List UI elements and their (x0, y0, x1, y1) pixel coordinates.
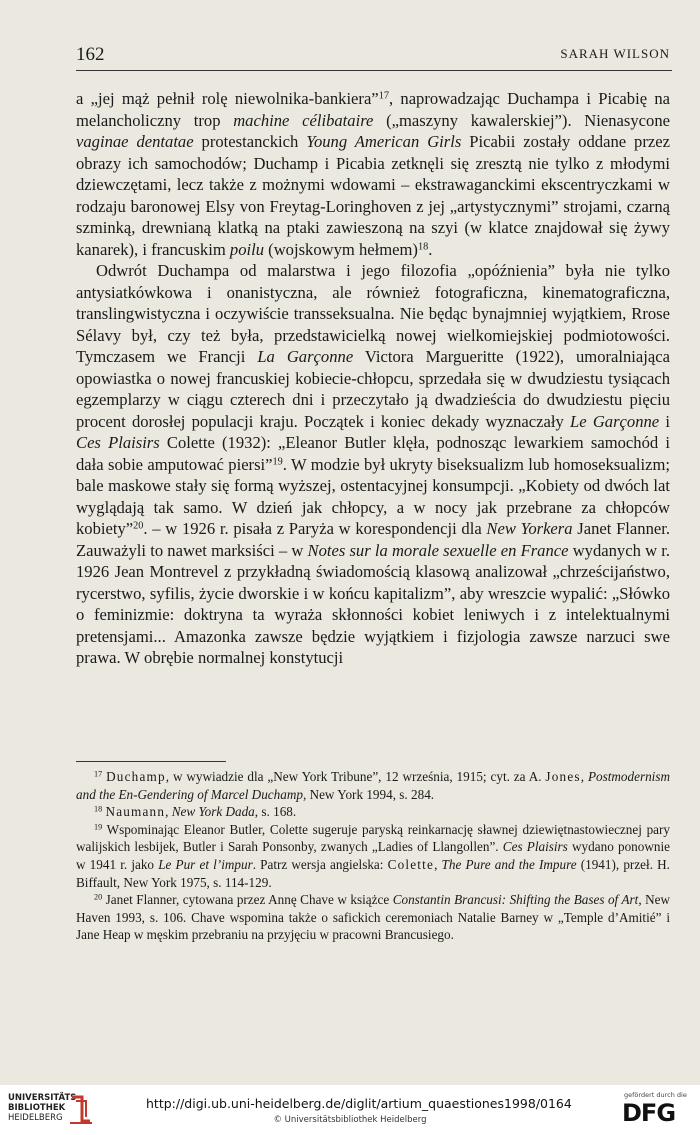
text-run: („maszyny kawalerskiej”). Nienasycone (373, 110, 670, 130)
text-italic: Ces Plaisirs (76, 433, 160, 452)
dfg-logo: DFG (622, 1099, 676, 1127)
paragraph-2 (76, 260, 670, 669)
footnote-ref: 18 (417, 240, 429, 252)
text-run: Janet Flanner, cytowana przez Annę Chave w książce (105, 892, 393, 908)
text-run: Odwrót Duchampa od malarstwa i jego filozofia „opóźnienia” była nie tylko antysiatkówkowa i onanistyczna, ale również fotograficzna, kinematograficzna, translingwistyczna i oczywiście transseksualna. Nie będąc bynajmniej wyjątkiem, Rrose Sélavy był, czy też była, przedstawicielką nowej wielkomiejskiej podmiotowości. Tymczasem we Francji (76, 261, 670, 366)
text-run: i (659, 411, 671, 431)
footnote-number: 17 (94, 769, 103, 779)
library-name-line: UNIVERSITÄTS- (8, 1093, 80, 1103)
author-name: Naumann (105, 804, 166, 820)
text-run: , (165, 804, 172, 820)
footnote-ref: 19 (272, 455, 283, 467)
text-italic: Notes sur la morale sexuelle en France (307, 540, 569, 560)
text-run: . (428, 239, 433, 259)
text-run: . Patrz wersja angielska: (252, 856, 388, 872)
footnote-17 (76, 768, 670, 803)
text-run: wydano ponownie w 1941 r. jako (76, 839, 670, 872)
text-italic: machine célibataire (233, 110, 374, 130)
text-italic: New Yorkera (486, 519, 573, 538)
digitization-footer (0, 1085, 700, 1135)
text-run: Picabii zostały oddane przez obrazy ich samochodów; Duchamp i Picabia zetknęli się zresztą nie tylko z młodymi dziewczętami, lecz także z możnymi wdowami – ekstrawaganckimi ekscentryczkami w rodzaju baronowej Elsy von Freytag-Loringhoven z jej „artystycznymi” strojami, czarną szminką, drewnianą klatką na ptaki zawieszoną na szyi (w klatce znajdował się żywy kanarek), i francuskim (76, 132, 670, 259)
page-number: 162 (76, 44, 105, 65)
text-italic: Young American Girls (306, 132, 462, 151)
footnote-number: 20 (94, 892, 103, 902)
text-run: a „jej mąż pełnił rolę niewolnika-bankiera” (76, 89, 379, 108)
text-run: , (434, 856, 442, 872)
text-run: , w wywiadzie dla „New York Tribune”, 12 września, 1915; cyt. za A. (165, 769, 546, 784)
running-head-author: SARAH WILSON (560, 46, 670, 61)
text-italic: La Garçonne (257, 347, 354, 366)
author-name: Jones (545, 769, 581, 784)
author-name: Colette (387, 856, 435, 872)
footnote-number: 19 (94, 822, 103, 832)
text-run: , (580, 769, 588, 784)
text-run: . – w 1926 r. pisała z Paryża w korespondencji dla (143, 519, 487, 538)
footnote-19 (76, 821, 670, 891)
library-name-line: BIBLIOTHEK (8, 1103, 66, 1113)
footnote-ref: 20 (133, 520, 144, 532)
text-run: . W modzie był ukryty biseksualizm lub homoseksualizm; bale maskowe stały się formą wyższej, ostentacyjnej konsumpcji. „Kobiety od dwóch lat wyglądają tak samo. W dzień jak chłopcy, a w nocy jak przebrane za chłopców kobiety” (76, 454, 670, 538)
author-name: Duchamp (106, 769, 166, 784)
text-italic: Postmodernism and the En-Gendering of Marcel Duchamp (76, 769, 670, 802)
text-run: protestanckich (193, 132, 307, 151)
footnote-ref: 17 (378, 90, 389, 102)
footnote-rule (76, 761, 226, 762)
text-run: wydanych w r. 1926 Jean Montrevel z przykładną świadomością klasową analizował „chrześcijaństwo, rycerstwo, syfilis, życie dworskie i w końcu kapitalizm”, aby wreszcie wypalić: „Słówko o feminizmie: doktryna ta wyraża skłonności kobiet leniwych i z intelektualnymi pretensjami... Amazonka zawsze będzie wyjątkiem i fizjologia zawsze narzuci swe prawa. W obrębie normalnej konstytucji (76, 540, 670, 667)
text-run: , New Haven 1993, s. 106. Chave wspomina także o safickich ceremoniach Natalie Barney w „Temple d’Amitié” i Jane Heap w męskim przebraniu na przyjęciu w pracowni Brancusiego. (76, 892, 671, 943)
footnote-number: 18 (94, 804, 103, 814)
text-italic: New York Dada (171, 804, 255, 820)
body-text (76, 88, 670, 669)
text-run: , s. 168. (254, 804, 297, 820)
text-italic: Constantin Brancusi: Shifting the Bases of Art (392, 892, 639, 908)
text-italic: Le Garçonne (570, 411, 660, 431)
text-italic: poilu (229, 239, 265, 259)
text-run: , naprowadzając Duchampa i Picabię na melancholiczny trop (76, 89, 670, 130)
text-italic: Ces Plaisirs (502, 839, 568, 855)
funding-label: gefördert durch die (624, 1091, 687, 1099)
text-run: Janet Flanner. Zauważyli to nawet marksiści – w (76, 519, 670, 560)
footnote-18 (76, 803, 670, 821)
text-italic: Le Pur et l’impur (158, 856, 253, 872)
header-rule (76, 70, 672, 71)
footnotes (76, 768, 670, 944)
text-italic: vaginae dentatae (76, 132, 194, 151)
library-name-line: HEIDELBERG (8, 1113, 63, 1123)
footnote-20 (76, 891, 670, 944)
text-run: (wojskowym hełmem) (264, 239, 418, 259)
text-run: Victora Margueritte (1922), umoralniająca opowiastka o nowej francuskiej kobiecie-chłopcu, sprzedała się w dwudziestu tysiącach egzemplarzy w ciągu czterech dni i przeczytało ją dwadzieścia do dwudziestu pięciu procent dorosłej populacji kraju. Początek i koniec dekady wyznaczały (76, 347, 670, 431)
text-run: Wspominając Eleanor Butler, Colette sugeruje paryską reinkarnację sławnej dziewiętnastowiecznej pary walijskich lesbijek, Butler i Sarah Ponsonby, zwanych „Ladies of Llangollen”. (76, 821, 670, 855)
text-run: (1941), przeł. H. Biffault, New York 1975, s. 114-129. (76, 856, 670, 890)
text-italic: The Pure and the Impure (441, 856, 577, 872)
text-run: Colette (1932): „Eleanor Butler klęła, podnosząc lewarkiem samochód i dała sobie amputować piersi” (76, 433, 670, 474)
permalink-url[interactable]: http://digi.ub.uni-heidelberg.de/diglit/artium_quaestiones1998/0164 (146, 1096, 572, 1111)
paragraph-1 (76, 88, 670, 260)
copyright-notice: © Universitätsbibliothek Heidelberg (273, 1115, 427, 1125)
text-run: , New York 1994, s. 284. (302, 786, 435, 802)
